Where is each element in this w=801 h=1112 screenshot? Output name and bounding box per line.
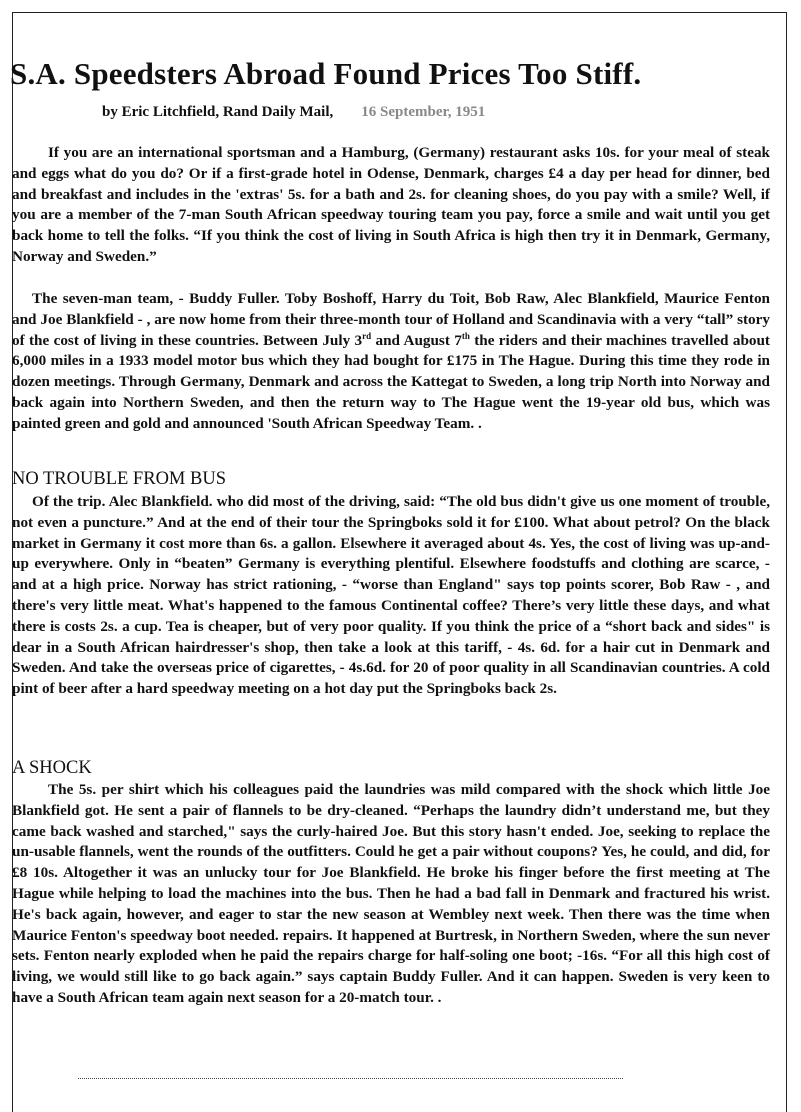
paragraph-trip: Of the trip. Alec Blankfield. who did most of the driving, said: “The old bus didn't give us one moment of trouble, not even a puncture.” And at the end of their tour the Springboks sold it for £100. What about petrol? On the black market in Germany it cost more than 6s. a gallon. Elsewhere it averaged about 4s. Yes, the cost of living was up-and-up everywhere. Only in “beaten” Germany is everything plentiful. Elsewhere foodstuffs and clothing are scarce, - and at a high price. Norway has strict rationing, - “worse than England" says top points scorer, Bob Raw - , and there's very little meat. What's happened to the famous Continental coffee? There’s very little these days, and what there is costs 2s. a cup. Tea is cheaper, but of very poor quality. If you think the price of a “short back and sides" is dear in a South African hairdresser's shop, then take a look at this tariff, - 4s. 6d. for a hair cut in Denmark and Sweden. And take the overseas price of cigarettes, - 4s.6d. for 20 of poor quality in all Scandinavian countries. A cold pint of beer after a hard speedway meeting on a hot day put the Springboks back 2s. xyxy=(12,493,770,698)
article-title: S.A. Speedsters Abroad Found Prices Too Stiff. xyxy=(10,56,642,91)
paragraph-team xyxy=(12,289,770,435)
paragraph-team-part2: and August 7 xyxy=(371,331,462,349)
section-heading-bus: NO TROUBLE FROM BUS xyxy=(12,469,226,489)
byline-date: 16 September, 1951 xyxy=(361,104,486,120)
paragraph-team-part1: The seven-man team, - Buddy Fuller. Toby Boshoff, Harry du Toit, Bob Raw, Alec Blankfield, Maurice Fenton and Joe Blankfield - , are now home from their three-month tour of Holland and Scandinavia with a very “tall” story of the cost of living in these countries. Between July 3 xyxy=(12,290,770,349)
dotted-rule xyxy=(78,1068,623,1079)
section-heading-shock: A SHOCK xyxy=(12,758,92,778)
paragraph-intro: If you are an international sportsman and a Hamburg, (Germany) restaurant asks 10s. for your meal of steak and eggs what do you do? Or if a first-grade hotel in Odense, Denmark, charges £4 a day per head for dinner, bed and breakfast and includes in the 'extras' 5s. for a bath and 2s. for cleaning shoes, do you pay with a smile? Well, if you are a member of the 7-man South African speedway touring team you pay, force a smile and wait until you get back home to tell the folks. “If you think the cost of living in South Africa is high then try it in Denmark, Germany, Norway and Sweden.” xyxy=(12,144,770,265)
paragraph-team-part3: the riders and their machines travelled about 6,000 miles in a 1933 model motor bus which they had bought for £175 in The Hague. During this time they rode in dozen meetings. Through Germany, Denmark and across the Kattegat to Sweden, a long trip North into Norway and back again into Northern Sweden, and then the return way to The Hague went the 19-year old bus, which was painted green and gold and announced 'South African Speedway Team. . xyxy=(12,331,770,432)
byline xyxy=(102,104,485,121)
paragraph-shock: The 5s. per shirt which his colleagues paid the laundries was mild compared with the shock which little Joe Blankfield got. He sent a pair of flannels to be dry-cleaned. “Perhaps the laundry didn’t understand me, but they came back washed and starched," says the curly-haired Joe. But this story hasn't ended. Joe, seeking to replace the un-usable flannels, went the rounds of the outfitters. Could he get a pair without coupons? Yes, he could, and did, for £8 10s. Altogether it was an unlucky tour for Joe Blankfield. He broke his finger before the first meeting at The Hague while helping to load the machines into the bus. Then he had a bad fall in Denmark and fractured his wrist. He's back again, however, and eager to star the new season at Wembley next week. Then there was the time when Maurice Fenton's speedway boot needed. repairs. It happened at Burtresk, in Northern Sweden, where the sun never sets. Fenton nearly exploded when he paid the repairs charge for half-soling one boot; -16s. “For all this high cost of living, we would still like to go back again.” says captain Buddy Fuller. And it can happen. Sweden is very keen to have a South African team again next season for a 20-match tour. . xyxy=(12,781,770,1006)
byline-source: by Eric Litchfield, Rand Daily Mail, xyxy=(102,104,334,120)
superscript-rd: rd xyxy=(362,330,372,341)
superscript-th: th xyxy=(461,330,470,341)
